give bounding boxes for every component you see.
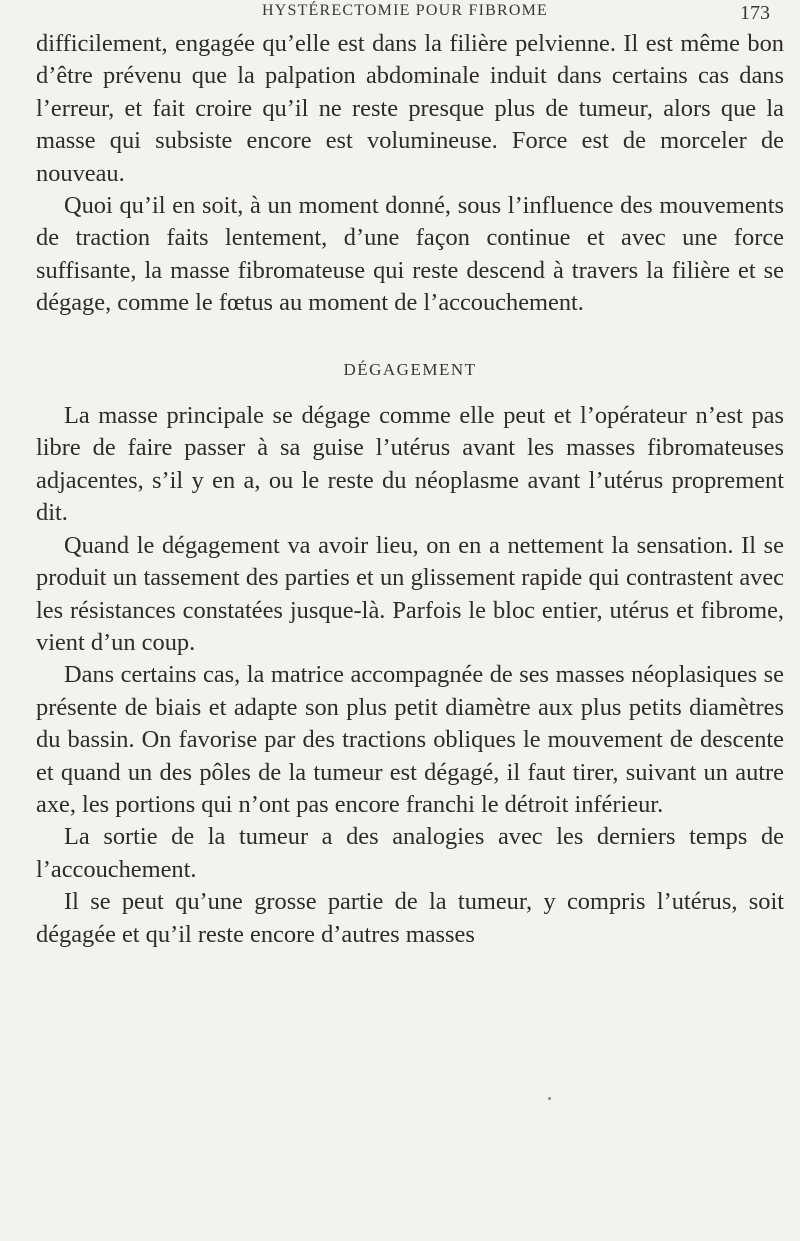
section-paragraph-3: Dans certains cas, la matrice accompagnée de ses masses néoplasiques se présente de biais et adapte son plus petit diamètre aux plus petits diamètres du bassin. On favorise par des tractions obliques le mouvement de descente et quand un des pôles de la tumeur est dégagé, il faut tirer, suivant un autre axe, les portions qui n’ont pas encore franchi le détroit inférieur.	[36, 661, 784, 818]
paragraph-2: Quoi qu’il en soit, à un moment donné, sous l’influence des mouvements de traction faits lentement, d’une façon continue et avec une force suffisante, la masse fibromateuse qui reste descend à travers la filière et se dégage, comme le fœtus au moment de l’accouchement.	[36, 192, 784, 317]
section-paragraph-2: Quand le dégagement va avoir lieu, on en a nettement la sensation. Il se produit un tassement des parties et un glissement rapide qui contrastent avec les résistances constatées jusque-là. Parfois le bloc entier, utérus et fibrome, vient d’un coup.	[36, 531, 784, 656]
body-text	[36, 28, 784, 951]
section-paragraph-4: La sortie de la tumeur a des analogies avec les derniers temps de l’accouchement.	[36, 823, 784, 883]
section-paragraph-5: Il se peut qu’une grosse partie de la tumeur, y compris l’utérus, soit dégagée et qu’il reste encore d’autres masses	[36, 888, 784, 948]
paragraph-1: difficilement, engagée qu’elle est dans la filière pelvienne. Il est même bon d’être prévenu que la palpation abdominale induit dans certains cas dans l’erreur, et fait croire qu’il ne reste presque plus de tumeur, alors que la masse qui subsiste encore est volumineuse. Force est de morceler de nouveau.	[36, 30, 784, 187]
running-head	[40, 2, 770, 26]
section-heading: DÉGAGEMENT	[343, 359, 477, 379]
page-number: 173	[740, 2, 770, 24]
section-paragraph-1: La masse principale se dégage comme elle peut et l’opérateur n’est pas libre de faire passer à sa guise l’utérus avant les masses fibromateuses adjacentes, s’il y en a, ou le reste du néoplasme avant l’utérus proprement dit.	[36, 402, 784, 527]
ink-speck	[548, 1097, 551, 1100]
running-title: HYSTÉRECTOMIE POUR FIBROME	[261, 2, 549, 19]
